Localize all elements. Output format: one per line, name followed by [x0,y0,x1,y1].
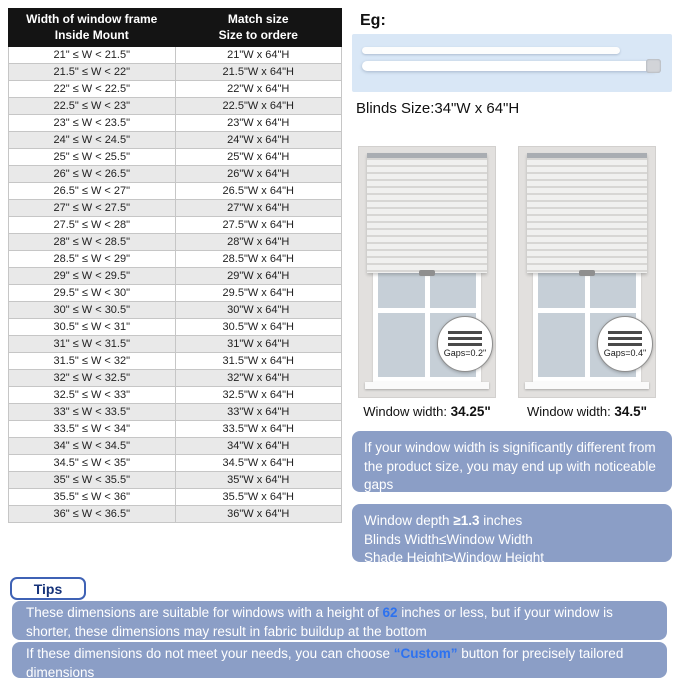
order-size-cell: 22.5"W x 64"H [175,98,342,115]
width-range-cell: 26" ≤ W < 26.5" [9,166,176,183]
column-header-size [175,9,342,47]
column-header-width-line2: Inside Mount [54,27,129,42]
order-size-cell: 27.5"W x 64"H [175,217,342,234]
height-requirement-line: Shade Height≥Window Height [364,550,545,566]
order-size-cell: 31"W x 64"H [175,336,342,353]
table-row [9,98,342,115]
width-range-cell: 27.5" ≤ W < 28" [9,217,176,234]
width-requirement-line: Blinds Width≤Window Width [364,531,533,547]
width-range-cell: 35" ≤ W < 35.5" [9,472,176,489]
order-size-cell: 26"W x 64"H [175,166,342,183]
example-label: Eg: [360,12,386,29]
width-range-cell: 30" ≤ W < 30.5" [9,302,176,319]
table-row [9,302,342,319]
order-size-cell: 33.5"W x 64"H [175,421,342,438]
order-size-cell: 32.5"W x 64"H [175,387,342,404]
width-range-cell: 27" ≤ W < 27.5" [9,200,176,217]
window-width-label-right [502,404,672,419]
table-row [9,370,342,387]
window-illustration-right [518,146,656,398]
tip-text: button for precisely tailored dimensions [26,646,624,679]
width-range-cell: 21.5" ≤ W < 22" [9,64,176,81]
order-size-cell: 26.5"W x 64"H [175,183,342,200]
table-row [9,149,342,166]
table-row [9,64,342,81]
depth-value: ≥1.3 [453,513,480,528]
shade-handle [579,270,595,276]
rod-end-cap [646,59,661,73]
table-row [9,438,342,455]
table-row [9,336,342,353]
window-width-label-left [342,404,512,419]
table-row [9,268,342,285]
table-row [9,472,342,489]
width-range-cell: 28.5" ≤ W < 29" [9,251,176,268]
cellular-shade [367,153,487,273]
window-illustration-left [358,146,496,398]
window-width-value: 34.5" [614,404,648,419]
width-range-cell: 31" ≤ W < 31.5" [9,336,176,353]
width-range-cell: 33.5" ≤ W < 34" [9,421,176,438]
order-size-cell: 24"W x 64"H [175,132,342,149]
table-row [9,47,342,64]
table-row [9,455,342,472]
gap-stripes [448,331,482,346]
width-range-cell: 22" ≤ W < 22.5" [9,81,176,98]
width-range-cell: 31.5" ≤ W < 32" [9,353,176,370]
gap-stripes [608,331,642,346]
tip-height-note [12,601,667,640]
window-width-caption: Window width: [363,404,447,419]
order-size-cell: 21"W x 64"H [175,47,342,64]
custom-highlight: “Custom” [393,646,458,661]
width-range-cell: 28" ≤ W < 28.5" [9,234,176,251]
order-size-cell: 28.5"W x 64"H [175,251,342,268]
width-range-cell: 24" ≤ W < 24.5" [9,132,176,149]
window-width-value: 34.25" [450,404,491,419]
window-pane [538,313,585,378]
order-size-cell: 35"W x 64"H [175,472,342,489]
width-range-cell: 35.5" ≤ W < 36" [9,489,176,506]
blinds-size-text: Blinds Size:34"W x 64"H [356,100,520,117]
table-row [9,506,342,523]
order-size-cell: 29.5"W x 64"H [175,285,342,302]
gap-size-text: Gaps=0.2" [443,347,487,358]
width-range-cell: 30.5" ≤ W < 31" [9,319,176,336]
table-row [9,132,342,149]
order-size-cell: 32"W x 64"H [175,370,342,387]
table-row [9,200,342,217]
order-size-cell: 36"W x 64"H [175,506,342,523]
size-table [8,8,342,523]
width-range-cell: 25" ≤ W < 25.5" [9,149,176,166]
order-size-cell: 34"W x 64"H [175,438,342,455]
cellular-shade [527,153,647,273]
gap-warning-note: If your window width is significantly different from the product size, you may end up with noticeable gaps [352,431,672,492]
table-row [9,404,342,421]
order-size-cell: 35.5"W x 64"H [175,489,342,506]
order-size-cell: 28"W x 64"H [175,234,342,251]
width-range-cell: 32" ≤ W < 32.5" [9,370,176,387]
tip-text: If these dimensions do not meet your needs, you can choose [26,646,394,661]
size-table-body [9,47,342,523]
window-sill [365,382,489,389]
gap-magnifier-callout [437,316,493,372]
order-size-cell: 23"W x 64"H [175,115,342,132]
blinds-rod-lower [362,61,658,71]
window-pane [378,313,425,378]
table-row [9,115,342,132]
width-range-cell: 26.5" ≤ W < 27" [9,183,176,200]
order-size-cell: 29"W x 64"H [175,268,342,285]
depth-requirement-line: Window depth ≥1.3 inches [364,513,523,528]
gap-magnifier-callout [597,316,653,372]
blinds-rod-illustration [352,34,672,92]
width-range-cell: 32.5" ≤ W < 33" [9,387,176,404]
tips-badge: Tips [10,577,86,600]
order-size-cell: 30"W x 64"H [175,302,342,319]
table-row [9,217,342,234]
order-size-cell: 31.5"W x 64"H [175,353,342,370]
height-highlight: 62 [382,605,398,620]
table-row [9,234,342,251]
table-row [9,81,342,98]
measurement-requirements-note [352,504,672,566]
table-row [9,183,342,200]
column-header-width [9,9,176,47]
width-range-cell: 33" ≤ W < 33.5" [9,404,176,421]
column-header-size-line2: Size to ordere [218,27,298,42]
order-size-cell: 34.5"W x 64"H [175,455,342,472]
width-range-cell: 23" ≤ W < 23.5" [9,115,176,132]
column-header-size-line1: Match size [227,12,289,26]
gap-size-text: Gaps=0.4" [603,347,647,358]
width-range-cell: 34.5" ≤ W < 35" [9,455,176,472]
order-size-cell: 25"W x 64"H [175,149,342,166]
shade-headrail [367,153,487,158]
width-range-cell: 34" ≤ W < 34.5" [9,438,176,455]
width-range-cell: 29.5" ≤ W < 30" [9,285,176,302]
order-size-cell: 33"W x 64"H [175,404,342,421]
width-range-cell: 22.5" ≤ W < 23" [9,98,176,115]
size-table-header [9,9,342,47]
table-row [9,353,342,370]
table-row [9,421,342,438]
shade-handle [419,270,435,276]
width-range-cell: 21" ≤ W < 21.5" [9,47,176,64]
tip-custom-note [12,642,667,678]
tip-text: inches or less, but if your window is shorter, these dimensions may result in fabric buildup at the bottom [26,605,613,639]
order-size-cell: 27"W x 64"H [175,200,342,217]
window-sill [525,382,649,389]
tip-text: These dimensions are suitable for windows with a height of [26,605,383,620]
width-range-cell: 36" ≤ W < 36.5" [9,506,176,523]
table-row [9,285,342,302]
order-size-cell: 30.5"W x 64"H [175,319,342,336]
blinds-rod-upper [362,47,620,54]
table-row [9,319,342,336]
order-size-cell: 21.5"W x 64"H [175,64,342,81]
table-row [9,166,342,183]
table-row [9,251,342,268]
width-range-cell: 29" ≤ W < 29.5" [9,268,176,285]
table-row [9,387,342,404]
shade-headrail [527,153,647,158]
window-width-caption: Window width: [526,404,611,419]
table-row [9,489,342,506]
order-size-cell: 22"W x 64"H [175,81,342,98]
column-header-width-line1: Width of window frame [26,12,158,26]
